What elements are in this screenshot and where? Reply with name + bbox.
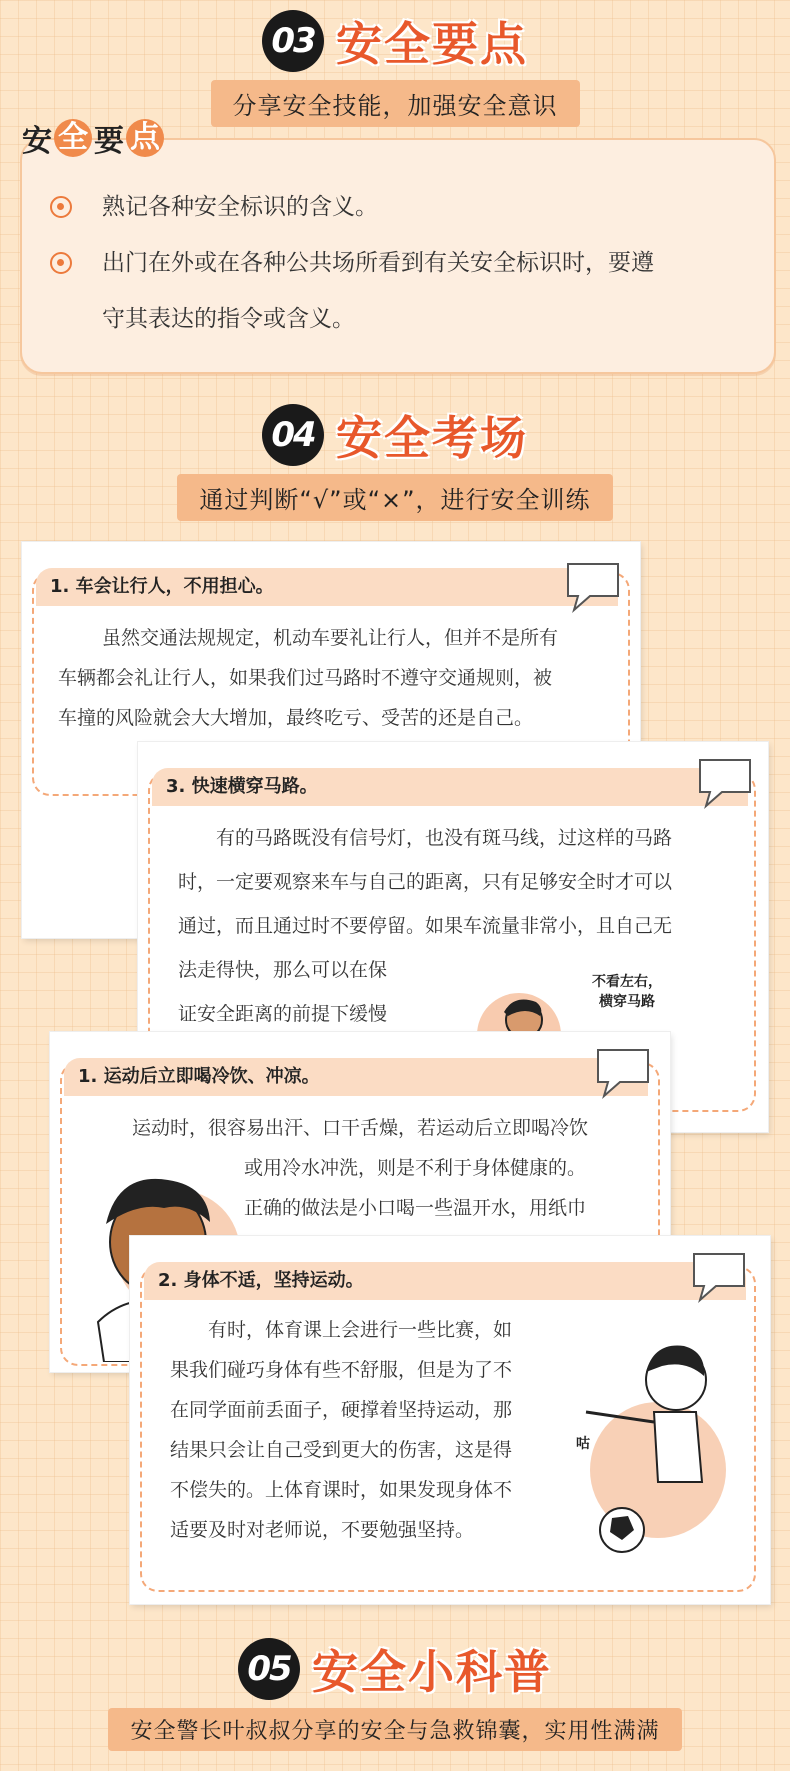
card-text-line: 运动时，很容易出汗、口干舌燥，若运动后立即喝冷饮 bbox=[132, 1117, 589, 1139]
target-icon bbox=[50, 252, 72, 274]
point-item-continuation: 守其表达的指令或含义。 bbox=[102, 306, 355, 332]
section-subtitle: 安全警长叶叔叔分享的安全与急救锦囊，实用性满满 bbox=[108, 1708, 681, 1751]
section-number-badge: 03 bbox=[262, 10, 324, 72]
section-03-header bbox=[0, 8, 790, 127]
section-title: 安全考场 bbox=[336, 411, 528, 465]
boy-with-ball-illustration bbox=[566, 1332, 746, 1564]
section-title: 安全要点 bbox=[336, 17, 528, 71]
card-text-line: 时，一定要观察来车与自己的距离，只有足够安全时才可以 bbox=[178, 871, 673, 893]
card-title: 1. 车会让行人，不用担心。 bbox=[36, 568, 618, 606]
section-subtitle: 分享安全技能，加强安全意识 bbox=[211, 80, 580, 127]
quiz-card-2 bbox=[130, 1236, 770, 1604]
section-title: 安全小科普 bbox=[312, 1645, 552, 1699]
speech-bubble-icon bbox=[590, 1042, 656, 1100]
point-item: 熟记各种安全标识的含义。 bbox=[50, 180, 378, 234]
callout-text: 咕 bbox=[576, 1436, 590, 1452]
card-text-line: 果我们碰巧身体有些不舒服，但是为了不 bbox=[170, 1359, 513, 1381]
section-number-badge: 05 bbox=[238, 1638, 300, 1700]
point-item: 出门在外或在各种公共场所看到有关安全标识时，要遵 bbox=[50, 236, 654, 290]
card-title: 1. 运动后立即喝冷饮、冲凉。 bbox=[64, 1058, 648, 1096]
card-text-line: 或用冷水冲洗，则是不利于身体健康的。 bbox=[244, 1157, 587, 1179]
section-05-header bbox=[0, 1636, 790, 1751]
card-title: 3. 快速横穿马路。 bbox=[152, 768, 748, 806]
card-text-line: 适要及时对老师说，不要勉强坚持。 bbox=[170, 1519, 475, 1541]
speech-bubble-icon bbox=[560, 556, 626, 614]
card-text-line: 有时，体育课上会进行一些比赛，如 bbox=[208, 1319, 513, 1341]
card-text-line: 不偿失的。上体育课时，如果发现身体不 bbox=[170, 1479, 513, 1501]
card-title: 2. 身体不适，坚持运动。 bbox=[144, 1262, 746, 1300]
card-text-line: 车辆都会礼让行人，如果我们过马路时不遵守交通规则，被 bbox=[58, 667, 553, 689]
section-04-header bbox=[0, 402, 790, 521]
card-text-line: 法走得快，那么可以在保 bbox=[178, 959, 388, 981]
speech-bubble-icon bbox=[692, 752, 758, 810]
target-icon bbox=[50, 196, 72, 218]
card-text-line: 正确的做法是小口喝一些温开水，用纸巾 bbox=[244, 1197, 587, 1219]
callout-text: 不看左右， 横穿马路 bbox=[592, 974, 662, 1010]
section-number-badge: 04 bbox=[262, 404, 324, 466]
card-text-line: 车撞的风险就会大大增加，最终吃亏、受苦的还是自己。 bbox=[58, 707, 534, 729]
card-text-line: 结果只会让自己受到更大的伤害，这是得 bbox=[170, 1439, 513, 1461]
card-text-line: 虽然交通法规规定，机动车要礼让行人，但并不是所有 bbox=[102, 627, 559, 649]
card-text-line: 证安全距离的前提下缓慢 bbox=[178, 1003, 388, 1025]
card-text-line: 通过，而且通过时不要停留。如果车流量非常小，且自己无 bbox=[178, 915, 673, 937]
section-subtitle: 通过判断“√”或“×”，进行安全训练 bbox=[177, 474, 612, 521]
card-text-line: 有的马路既没有信号灯，也没有斑马线，过这样的马路 bbox=[216, 827, 673, 849]
safety-points-label: 安 全 要 点 bbox=[22, 116, 166, 160]
speech-bubble-icon bbox=[686, 1246, 752, 1304]
card-text-line: 在同学面前丢面子，硬撑着坚持运动，那 bbox=[170, 1399, 513, 1421]
